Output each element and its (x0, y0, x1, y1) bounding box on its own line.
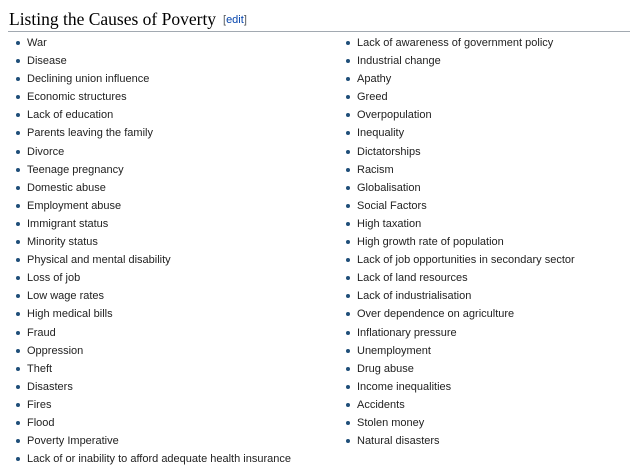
list-item-label: Lack of or inability to afford adequate health insurance (27, 453, 291, 466)
list-item (16, 324, 336, 342)
list-item (346, 197, 636, 215)
list-item (16, 124, 336, 142)
bullet-icon (16, 150, 20, 154)
bullet-icon (346, 222, 350, 226)
bullet-icon (346, 331, 350, 335)
list-item-label: Minority status (27, 236, 98, 249)
list-item-label: Declining union influence (27, 73, 150, 86)
list-item-label: Lack of awareness of government policy (357, 37, 554, 49)
list-item-label: Flood (27, 416, 55, 429)
list-item-label: Accidents (357, 398, 405, 411)
list-item-label: Drug abuse (357, 362, 414, 375)
list-item-label: Overpopulation (357, 109, 432, 122)
list-item-label: Disease (27, 55, 67, 68)
list-item-label: Divorce (27, 145, 65, 158)
list-item-label: Lack of education (27, 109, 114, 122)
bullet-icon (16, 312, 20, 316)
bullet-icon (16, 168, 20, 172)
bullet-icon (16, 276, 20, 280)
bullet-icon (16, 113, 20, 117)
list-item (346, 305, 636, 323)
list-item (16, 360, 336, 378)
list-item-label: Loss of job (27, 272, 81, 285)
bullet-icon (346, 59, 350, 63)
bullet-icon (16, 403, 20, 407)
bullet-icon (16, 186, 20, 190)
list-item (16, 70, 336, 88)
list-item-label: Economic structures (27, 91, 127, 104)
list-item (16, 432, 336, 450)
list-item-label: Lack of land resources (357, 272, 468, 285)
list-item (16, 106, 336, 124)
bullet-icon (16, 59, 20, 63)
list-item-label: Racism (357, 163, 394, 176)
causes-list-right (346, 34, 636, 450)
bullet-icon (16, 457, 20, 461)
bullet-icon (346, 421, 350, 425)
list-item-label: Domestic abuse (27, 181, 106, 194)
list-item-label: Industrial change (357, 55, 441, 68)
bullet-icon (16, 95, 20, 99)
list-item-label: Income inequalities (357, 380, 452, 393)
bullet-icon (346, 294, 350, 298)
list-item-label: Parents leaving the family (27, 127, 153, 140)
bullet-icon (346, 312, 350, 316)
bullet-icon (16, 77, 20, 81)
list-item-label: Over dependence on agriculture (357, 308, 515, 321)
list-item-label: Poverty Imperative (27, 435, 119, 448)
list-item (346, 34, 636, 52)
edit-link[interactable]: edit (226, 14, 244, 26)
bullet-icon (346, 95, 350, 99)
list-item-label: War (27, 37, 47, 49)
list-item (16, 88, 336, 106)
list-item (346, 432, 636, 450)
list-item (16, 251, 336, 269)
bullet-icon (16, 439, 20, 443)
bullet-icon (346, 439, 350, 443)
bullet-icon (16, 240, 20, 244)
list-item (16, 414, 336, 432)
list-item-label: Globalisation (357, 181, 421, 194)
list-item (346, 396, 636, 414)
list-item (346, 251, 636, 269)
list-item-label: Physical and mental disability (27, 254, 171, 267)
bullet-icon (346, 258, 350, 262)
edit-open-bracket: [ (223, 14, 227, 26)
list-item-label: Oppression (27, 344, 84, 357)
list-item (16, 233, 336, 251)
list-item (16, 305, 336, 323)
list-item (346, 378, 636, 396)
list-item (16, 450, 336, 468)
list-item-label: Lack of industrialisation (357, 290, 472, 303)
list-item (346, 269, 636, 287)
list-item-label: Greed (357, 91, 388, 104)
bullet-icon (16, 349, 20, 353)
list-item (346, 124, 636, 142)
list-item (346, 342, 636, 360)
list-item-label: Inflationary pressure (357, 326, 457, 339)
list-item-label: Teenage pregnancy (27, 163, 124, 176)
list-item-label: High taxation (357, 217, 422, 230)
list-item-label: High medical bills (27, 308, 113, 321)
bullet-icon (16, 421, 20, 425)
list-item-label: Dictatorships (357, 145, 421, 158)
list-item (16, 179, 336, 197)
list-item (346, 324, 636, 342)
bullet-icon (346, 186, 350, 190)
list-item-label: Stolen money (357, 416, 425, 429)
list-item (16, 34, 336, 52)
list-item (346, 161, 636, 179)
list-item-label: Social Factors (357, 199, 427, 212)
list-item (346, 179, 636, 197)
list-item-label: Immigrant status (27, 217, 109, 230)
list-item-label: Inequality (357, 127, 405, 140)
list-item-label: Theft (27, 362, 53, 375)
list-item (346, 106, 636, 124)
bullet-icon (346, 276, 350, 280)
list-item (346, 360, 636, 378)
list-item (346, 143, 636, 161)
list-item-label: High growth rate of population (357, 236, 504, 249)
bullet-icon (346, 240, 350, 244)
bullet-icon (16, 222, 20, 226)
causes-list-left (16, 34, 336, 468)
bullet-icon (16, 258, 20, 262)
bullet-icon (16, 131, 20, 135)
list-item (16, 197, 336, 215)
list-item (16, 378, 336, 396)
list-item (346, 52, 636, 70)
list-item (16, 396, 336, 414)
bullet-icon (346, 150, 350, 154)
bullet-icon (346, 41, 350, 45)
bullet-icon (16, 385, 20, 389)
bullet-icon (346, 77, 350, 81)
list-item-label: Low wage rates (27, 290, 105, 303)
list-item-label: Natural disasters (357, 435, 440, 448)
bullet-icon (16, 331, 20, 335)
list-item (346, 233, 636, 251)
list-item (346, 88, 636, 106)
bullet-icon (346, 131, 350, 135)
bullet-icon (346, 168, 350, 172)
bullet-icon (16, 294, 20, 298)
list-item-label: Apathy (357, 73, 392, 86)
bullet-icon (346, 403, 350, 407)
section-title: Listing the Causes of Poverty (9, 9, 217, 29)
list-item-label: Employment abuse (27, 199, 122, 212)
list-item-label: Disasters (27, 380, 73, 393)
list-item (16, 161, 336, 179)
list-item-label: Lack of job opportunities in secondary sector (357, 254, 575, 267)
bullet-icon (346, 204, 350, 208)
list-item (16, 215, 336, 233)
edit-section (223, 14, 247, 26)
bullet-icon (16, 41, 20, 45)
list-item (346, 215, 636, 233)
list-item-label: Fraud (27, 326, 56, 339)
bullet-icon (16, 367, 20, 371)
list-item (16, 269, 336, 287)
list-item-label: Unemployment (357, 344, 431, 357)
list-item (346, 70, 636, 88)
section-heading (8, 9, 630, 32)
list-item (346, 414, 636, 432)
list-item (16, 143, 336, 161)
list-item (346, 287, 636, 305)
bullet-icon (346, 113, 350, 117)
bullet-icon (346, 349, 350, 353)
edit-close-bracket: ] (243, 14, 247, 26)
list-item (16, 287, 336, 305)
bullet-icon (16, 204, 20, 208)
bullet-icon (346, 367, 350, 371)
list-item (16, 342, 336, 360)
bullet-icon (346, 385, 350, 389)
list-item (16, 52, 336, 70)
list-item-label: Fires (27, 398, 52, 411)
